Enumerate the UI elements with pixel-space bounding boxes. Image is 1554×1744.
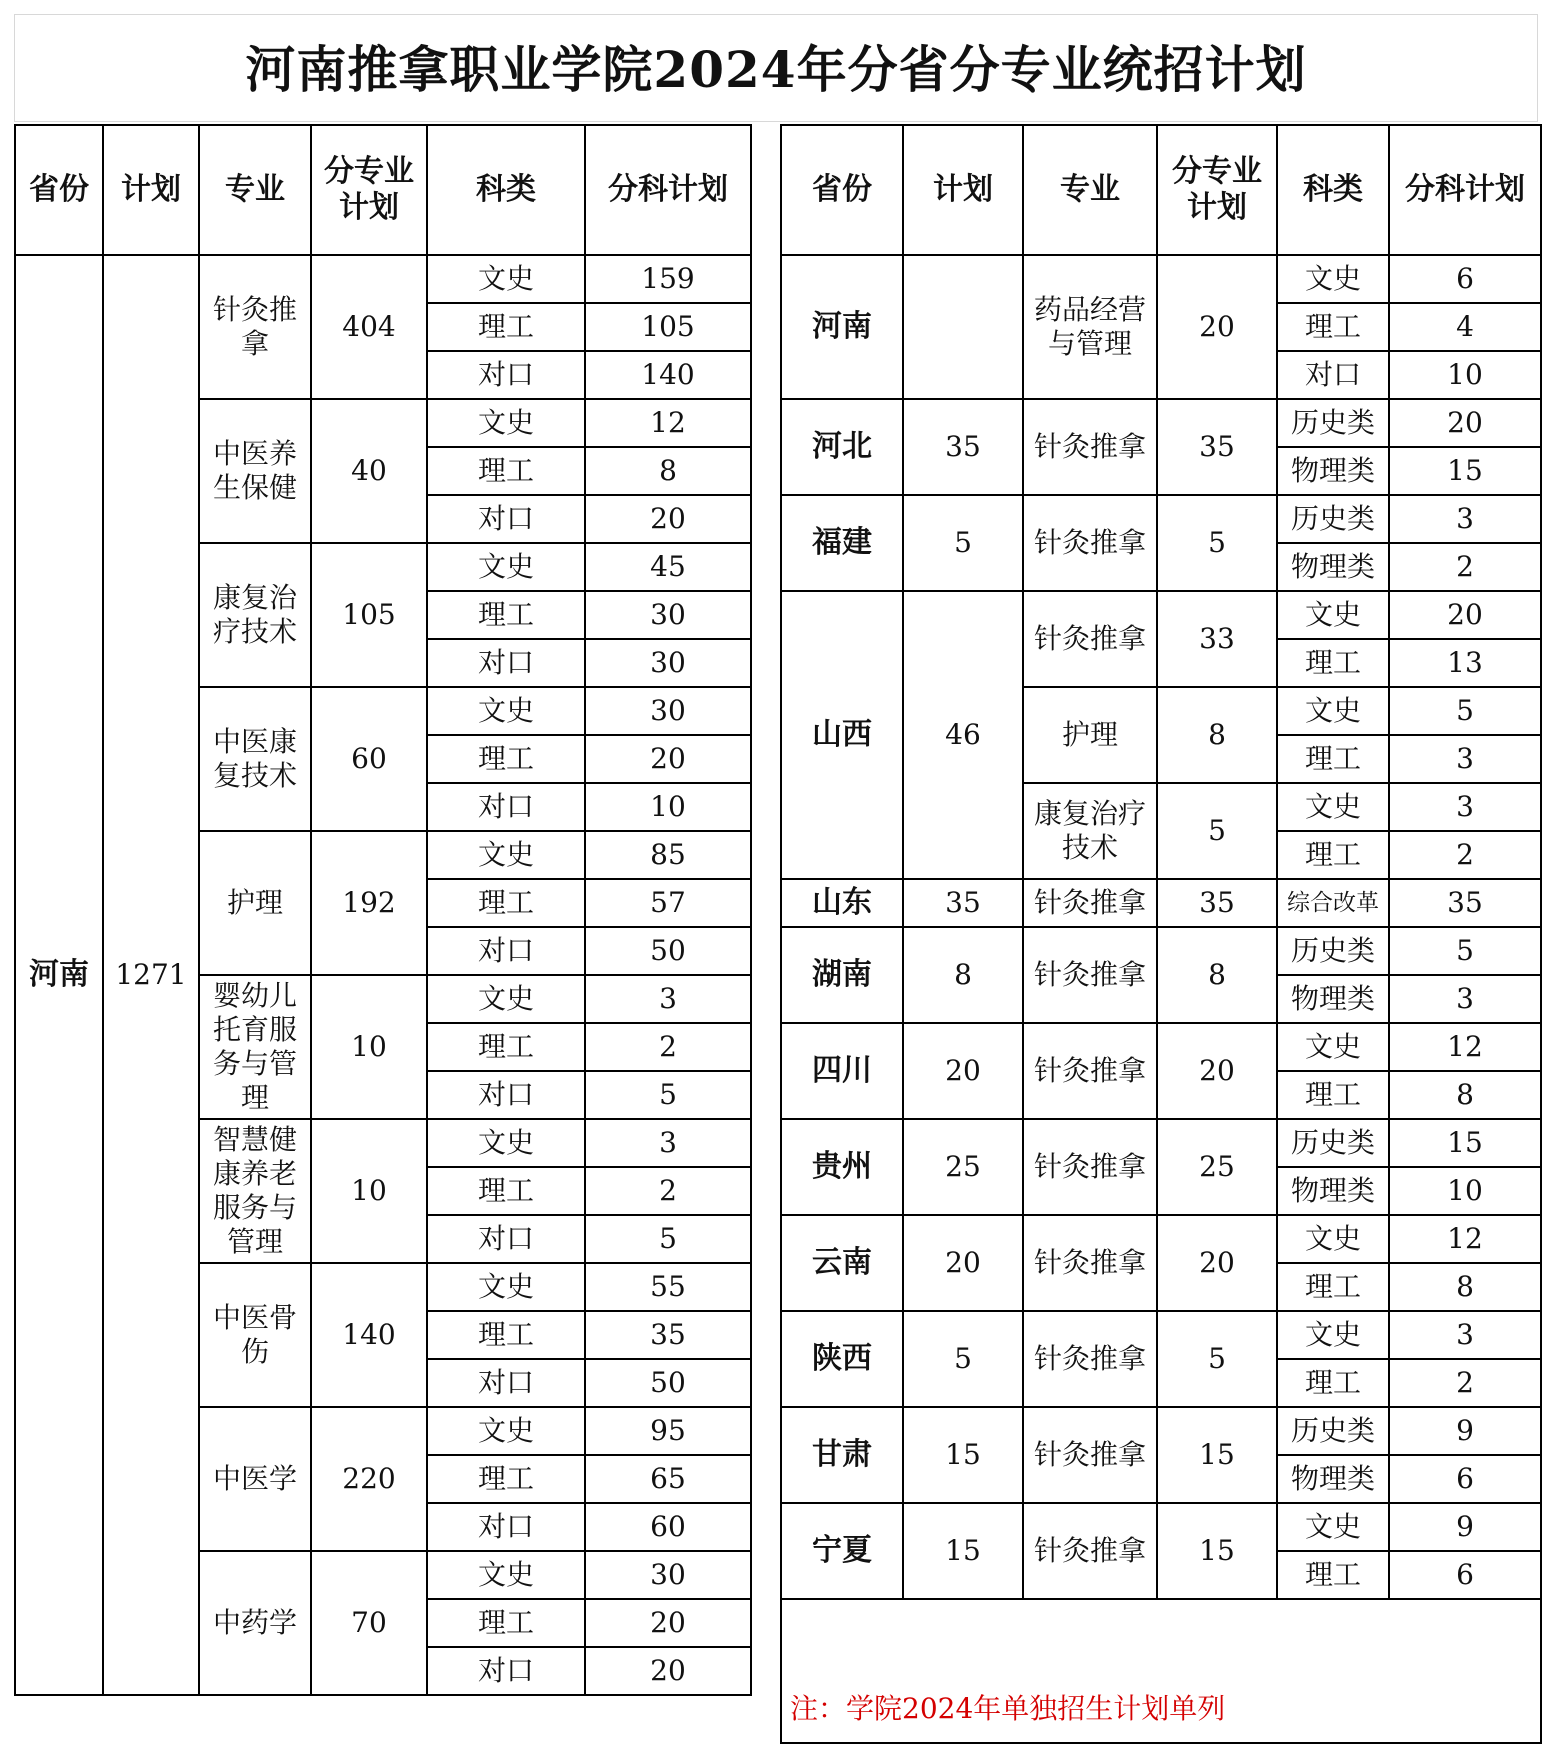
major-cell: 针灸推拿 — [1023, 879, 1157, 927]
subject-type-cell: 对口 — [427, 1071, 585, 1119]
major-plan-cell: 5 — [1157, 783, 1277, 879]
header-province: 省份 — [781, 125, 903, 255]
major-cell: 针灸推拿 — [1023, 495, 1157, 591]
subject-plan-cell: 3 — [1389, 975, 1541, 1023]
header-major: 专业 — [199, 125, 311, 255]
major-cell: 婴幼儿托育服务与管理 — [199, 975, 311, 1119]
subject-type-cell: 文史 — [1277, 687, 1389, 735]
subject-plan-cell: 2 — [1389, 1359, 1541, 1407]
subject-type-cell: 文史 — [1277, 1503, 1389, 1551]
major-cell: 针灸推拿 — [1023, 1023, 1157, 1119]
major-plan-cell: 5 — [1157, 495, 1277, 591]
subject-type-cell: 对口 — [1277, 351, 1389, 399]
table-row — [781, 495, 1541, 543]
subject-type-cell: 综合改革 — [1277, 879, 1389, 927]
province-plan-cell: 20 — [903, 1023, 1023, 1119]
province-cell: 宁夏 — [781, 1503, 903, 1599]
subject-plan-cell: 30 — [585, 1551, 751, 1599]
major-cell: 针灸推拿 — [1023, 1119, 1157, 1215]
header-major-plan-line1: 分专业 — [324, 154, 414, 189]
major-plan-cell: 192 — [311, 831, 427, 975]
province-plan-cell: 20 — [903, 1215, 1023, 1311]
subject-plan-cell: 2 — [1389, 543, 1541, 591]
province-cell: 云南 — [781, 1215, 903, 1311]
subject-type-cell: 理工 — [1277, 831, 1389, 879]
subject-type-cell: 历史类 — [1277, 927, 1389, 975]
major-cell: 药品经营与管理 — [1023, 255, 1157, 399]
subject-plan-cell: 3 — [1389, 495, 1541, 543]
major-plan-cell: 220 — [311, 1407, 427, 1551]
subject-type-cell: 对口 — [427, 639, 585, 687]
province-cell: 湖南 — [781, 927, 903, 1023]
subject-type-cell: 文史 — [1277, 591, 1389, 639]
subject-type-cell: 理工 — [1277, 303, 1389, 351]
major-plan-cell: 105 — [311, 543, 427, 687]
major-cell: 针灸推拿 — [1023, 1215, 1157, 1311]
subject-type-cell: 物理类 — [1277, 975, 1389, 1023]
subject-plan-cell: 50 — [585, 927, 751, 975]
header-province: 省份 — [15, 125, 103, 255]
subject-plan-cell: 140 — [585, 351, 751, 399]
major-cell: 康复治疗技术 — [199, 543, 311, 687]
table-row — [781, 879, 1541, 927]
subject-plan-cell: 8 — [585, 447, 751, 495]
subject-plan-cell: 2 — [585, 1167, 751, 1215]
table-row — [15, 255, 751, 303]
major-plan-cell: 140 — [311, 1263, 427, 1407]
subject-type-cell: 理工 — [1277, 1551, 1389, 1599]
major-plan-cell: 33 — [1157, 591, 1277, 687]
subject-type-cell: 文史 — [427, 975, 585, 1023]
title-box — [14, 14, 1538, 122]
major-plan-cell: 404 — [311, 255, 427, 399]
subject-type-cell: 理工 — [427, 303, 585, 351]
major-cell: 针灸推拿 — [1023, 591, 1157, 687]
header-row — [15, 125, 751, 255]
subject-plan-cell: 3 — [1389, 735, 1541, 783]
subject-plan-cell: 3 — [1389, 1311, 1541, 1359]
province-plan-cell — [903, 255, 1023, 399]
subject-type-cell: 理工 — [1277, 1359, 1389, 1407]
major-plan-cell: 20 — [1157, 1023, 1277, 1119]
subject-plan-cell: 30 — [585, 687, 751, 735]
header-subject-plan: 分科计划 — [1389, 125, 1541, 255]
subject-plan-cell: 30 — [585, 591, 751, 639]
subject-plan-cell: 5 — [585, 1071, 751, 1119]
subject-type-cell: 理工 — [1277, 639, 1389, 687]
subject-type-cell: 理工 — [427, 591, 585, 639]
table-row — [781, 255, 1541, 303]
subject-plan-cell: 3 — [585, 1119, 751, 1167]
table-row — [781, 1407, 1541, 1455]
province-cell: 河北 — [781, 399, 903, 495]
subject-plan-cell: 95 — [585, 1407, 751, 1455]
subject-plan-cell: 10 — [585, 783, 751, 831]
subject-plan-cell: 57 — [585, 879, 751, 927]
subject-type-cell: 物理类 — [1277, 1455, 1389, 1503]
subject-type-cell: 文史 — [427, 1407, 585, 1455]
subject-plan-cell: 35 — [585, 1311, 751, 1359]
subject-type-cell: 文史 — [1277, 1023, 1389, 1071]
header-subject-type: 科类 — [427, 125, 585, 255]
province-plan-cell: 1271 — [103, 255, 199, 1695]
subject-plan-cell: 6 — [1389, 1551, 1541, 1599]
subject-plan-cell: 12 — [1389, 1215, 1541, 1263]
province-plan-cell: 35 — [903, 399, 1023, 495]
subject-type-cell: 历史类 — [1277, 495, 1389, 543]
table-row — [781, 927, 1541, 975]
major-cell: 康复治疗技术 — [1023, 783, 1157, 879]
major-plan-cell: 20 — [1157, 1215, 1277, 1311]
major-plan-cell: 60 — [311, 687, 427, 831]
footnote-text: 注：学院2024年单独招生计划单列 — [790, 1692, 1226, 1725]
table-row — [781, 1119, 1541, 1167]
subject-plan-cell: 6 — [1389, 255, 1541, 303]
subject-plan-cell: 159 — [585, 255, 751, 303]
header-plan: 计划 — [103, 125, 199, 255]
header-subject-plan: 分科计划 — [585, 125, 751, 255]
subject-plan-cell: 30 — [585, 639, 751, 687]
major-plan-cell: 10 — [311, 1119, 427, 1263]
subject-type-cell: 理工 — [1277, 735, 1389, 783]
header-major-plan-line2: 计划 — [339, 190, 399, 225]
subject-plan-cell: 5 — [1389, 687, 1541, 735]
subject-plan-cell: 55 — [585, 1263, 751, 1311]
major-cell: 智慧健康养老服务与管理 — [199, 1119, 311, 1263]
major-cell: 中医康复技术 — [199, 687, 311, 831]
major-cell: 护理 — [199, 831, 311, 975]
subject-plan-cell: 9 — [1389, 1503, 1541, 1551]
table-row — [781, 1215, 1541, 1263]
major-cell: 中药学 — [199, 1551, 311, 1695]
right-plan-table — [780, 124, 1542, 1744]
major-cell: 针灸推拿 — [199, 255, 311, 399]
province-plan-cell: 25 — [903, 1119, 1023, 1215]
subject-type-cell: 物理类 — [1277, 447, 1389, 495]
table-row — [781, 591, 1541, 639]
subject-type-cell: 对口 — [427, 351, 585, 399]
province-cell: 甘肃 — [781, 1407, 903, 1503]
subject-type-cell: 文史 — [1277, 1311, 1389, 1359]
header-major-plan — [311, 125, 427, 255]
subject-type-cell: 理工 — [427, 879, 585, 927]
subject-type-cell: 文史 — [427, 1263, 585, 1311]
subject-plan-cell: 20 — [585, 735, 751, 783]
subject-plan-cell: 35 — [1389, 879, 1541, 927]
subject-plan-cell: 20 — [585, 1647, 751, 1695]
province-cell: 贵州 — [781, 1119, 903, 1215]
major-plan-cell: 5 — [1157, 1311, 1277, 1407]
subject-type-cell: 对口 — [427, 1647, 585, 1695]
left-plan-table — [14, 124, 752, 1696]
subject-type-cell: 对口 — [427, 783, 585, 831]
subject-type-cell: 文史 — [1277, 783, 1389, 831]
subject-plan-cell: 45 — [585, 543, 751, 591]
subject-type-cell: 对口 — [427, 1503, 585, 1551]
subject-type-cell: 文史 — [427, 255, 585, 303]
subject-type-cell: 对口 — [427, 927, 585, 975]
subject-plan-cell: 4 — [1389, 303, 1541, 351]
subject-plan-cell: 60 — [585, 1503, 751, 1551]
subject-type-cell: 理工 — [427, 1167, 585, 1215]
major-cell: 针灸推拿 — [1023, 1311, 1157, 1407]
major-cell: 护理 — [1023, 687, 1157, 783]
province-plan-cell: 35 — [903, 879, 1023, 927]
subject-type-cell: 文史 — [427, 543, 585, 591]
subject-plan-cell: 15 — [1389, 447, 1541, 495]
subject-plan-cell: 20 — [1389, 399, 1541, 447]
subject-type-cell: 理工 — [427, 1455, 585, 1503]
subject-plan-cell: 8 — [1389, 1071, 1541, 1119]
subject-plan-cell: 5 — [585, 1215, 751, 1263]
header-subject-type: 科类 — [1277, 125, 1389, 255]
subject-plan-cell: 105 — [585, 303, 751, 351]
header-major-plan-line1: 分专业 — [1172, 154, 1262, 189]
province-cell: 河南 — [15, 255, 103, 1695]
subject-plan-cell: 65 — [585, 1455, 751, 1503]
major-cell: 针灸推拿 — [1023, 1503, 1157, 1599]
subject-type-cell: 历史类 — [1277, 399, 1389, 447]
province-plan-cell: 5 — [903, 1311, 1023, 1407]
subject-plan-cell: 2 — [1389, 831, 1541, 879]
province-cell: 四川 — [781, 1023, 903, 1119]
subject-plan-cell: 12 — [585, 399, 751, 447]
major-plan-cell: 25 — [1157, 1119, 1277, 1215]
major-cell: 针灸推拿 — [1023, 1407, 1157, 1503]
subject-plan-cell: 8 — [1389, 1263, 1541, 1311]
subject-type-cell: 对口 — [427, 1215, 585, 1263]
subject-plan-cell: 15 — [1389, 1119, 1541, 1167]
province-plan-cell: 46 — [903, 591, 1023, 879]
major-plan-cell: 15 — [1157, 1407, 1277, 1503]
subject-plan-cell: 20 — [585, 495, 751, 543]
province-plan-cell: 8 — [903, 927, 1023, 1023]
major-cell: 中医养生保健 — [199, 399, 311, 543]
subject-type-cell: 文史 — [427, 399, 585, 447]
header-plan: 计划 — [903, 125, 1023, 255]
subject-type-cell: 文史 — [427, 831, 585, 879]
subject-plan-cell: 10 — [1389, 351, 1541, 399]
subject-type-cell: 理工 — [427, 1311, 585, 1359]
major-plan-cell: 15 — [1157, 1503, 1277, 1599]
major-plan-cell: 8 — [1157, 687, 1277, 783]
subject-type-cell: 文史 — [427, 1551, 585, 1599]
subject-plan-cell: 10 — [1389, 1167, 1541, 1215]
subject-type-cell: 对口 — [427, 1359, 585, 1407]
major-plan-cell: 35 — [1157, 399, 1277, 495]
major-cell: 中医骨伤 — [199, 1263, 311, 1407]
left-table-body — [15, 255, 751, 1695]
subject-plan-cell: 85 — [585, 831, 751, 879]
subject-plan-cell: 50 — [585, 1359, 751, 1407]
subject-type-cell: 历史类 — [1277, 1119, 1389, 1167]
enrollment-plan-sheet — [14, 14, 1540, 1725]
province-plan-cell: 5 — [903, 495, 1023, 591]
subject-type-cell: 文史 — [1277, 1215, 1389, 1263]
major-plan-cell: 8 — [1157, 927, 1277, 1023]
subject-type-cell: 文史 — [427, 1119, 585, 1167]
subject-plan-cell: 3 — [1389, 783, 1541, 831]
subject-plan-cell: 6 — [1389, 1455, 1541, 1503]
subject-plan-cell: 5 — [1389, 927, 1541, 975]
right-table-body — [781, 255, 1541, 1743]
subject-type-cell: 文史 — [1277, 255, 1389, 303]
header-major-plan-line2: 计划 — [1187, 190, 1247, 225]
subject-type-cell: 历史类 — [1277, 1407, 1389, 1455]
province-cell: 山东 — [781, 879, 903, 927]
note-cell — [781, 1599, 1541, 1743]
subject-type-cell: 物理类 — [1277, 543, 1389, 591]
subject-plan-cell: 20 — [1389, 591, 1541, 639]
subject-type-cell: 理工 — [427, 1023, 585, 1071]
subject-type-cell: 物理类 — [1277, 1167, 1389, 1215]
subject-plan-cell: 12 — [1389, 1023, 1541, 1071]
table-row — [781, 1023, 1541, 1071]
subject-type-cell: 理工 — [427, 1599, 585, 1647]
major-cell: 针灸推拿 — [1023, 927, 1157, 1023]
major-plan-cell: 40 — [311, 399, 427, 543]
province-cell: 河南 — [781, 255, 903, 399]
page-title: 河南推拿职业学院2024年分省分专业统招计划 — [245, 40, 1307, 99]
province-cell: 福建 — [781, 495, 903, 591]
subject-plan-cell: 2 — [585, 1023, 751, 1071]
province-cell: 山西 — [781, 591, 903, 879]
subject-type-cell: 对口 — [427, 495, 585, 543]
subject-type-cell: 文史 — [427, 687, 585, 735]
subject-type-cell: 理工 — [1277, 1071, 1389, 1119]
major-plan-cell: 35 — [1157, 879, 1277, 927]
subject-type-cell: 理工 — [427, 735, 585, 783]
subject-plan-cell: 3 — [585, 975, 751, 1023]
province-plan-cell: 15 — [903, 1407, 1023, 1503]
subject-plan-cell: 9 — [1389, 1407, 1541, 1455]
major-cell: 中医学 — [199, 1407, 311, 1551]
major-cell: 针灸推拿 — [1023, 399, 1157, 495]
table-row — [781, 1311, 1541, 1359]
province-cell: 陕西 — [781, 1311, 903, 1407]
subject-plan-cell: 20 — [585, 1599, 751, 1647]
table-row — [781, 1503, 1541, 1551]
major-plan-cell: 70 — [311, 1551, 427, 1695]
note-row — [781, 1599, 1541, 1743]
header-major-plan — [1157, 125, 1277, 255]
subject-type-cell: 理工 — [1277, 1263, 1389, 1311]
major-plan-cell: 20 — [1157, 255, 1277, 399]
subject-plan-cell: 13 — [1389, 639, 1541, 687]
header-row — [781, 125, 1541, 255]
major-plan-cell: 10 — [311, 975, 427, 1119]
table-row — [781, 399, 1541, 447]
province-plan-cell: 15 — [903, 1503, 1023, 1599]
subject-type-cell: 理工 — [427, 447, 585, 495]
header-major: 专业 — [1023, 125, 1157, 255]
